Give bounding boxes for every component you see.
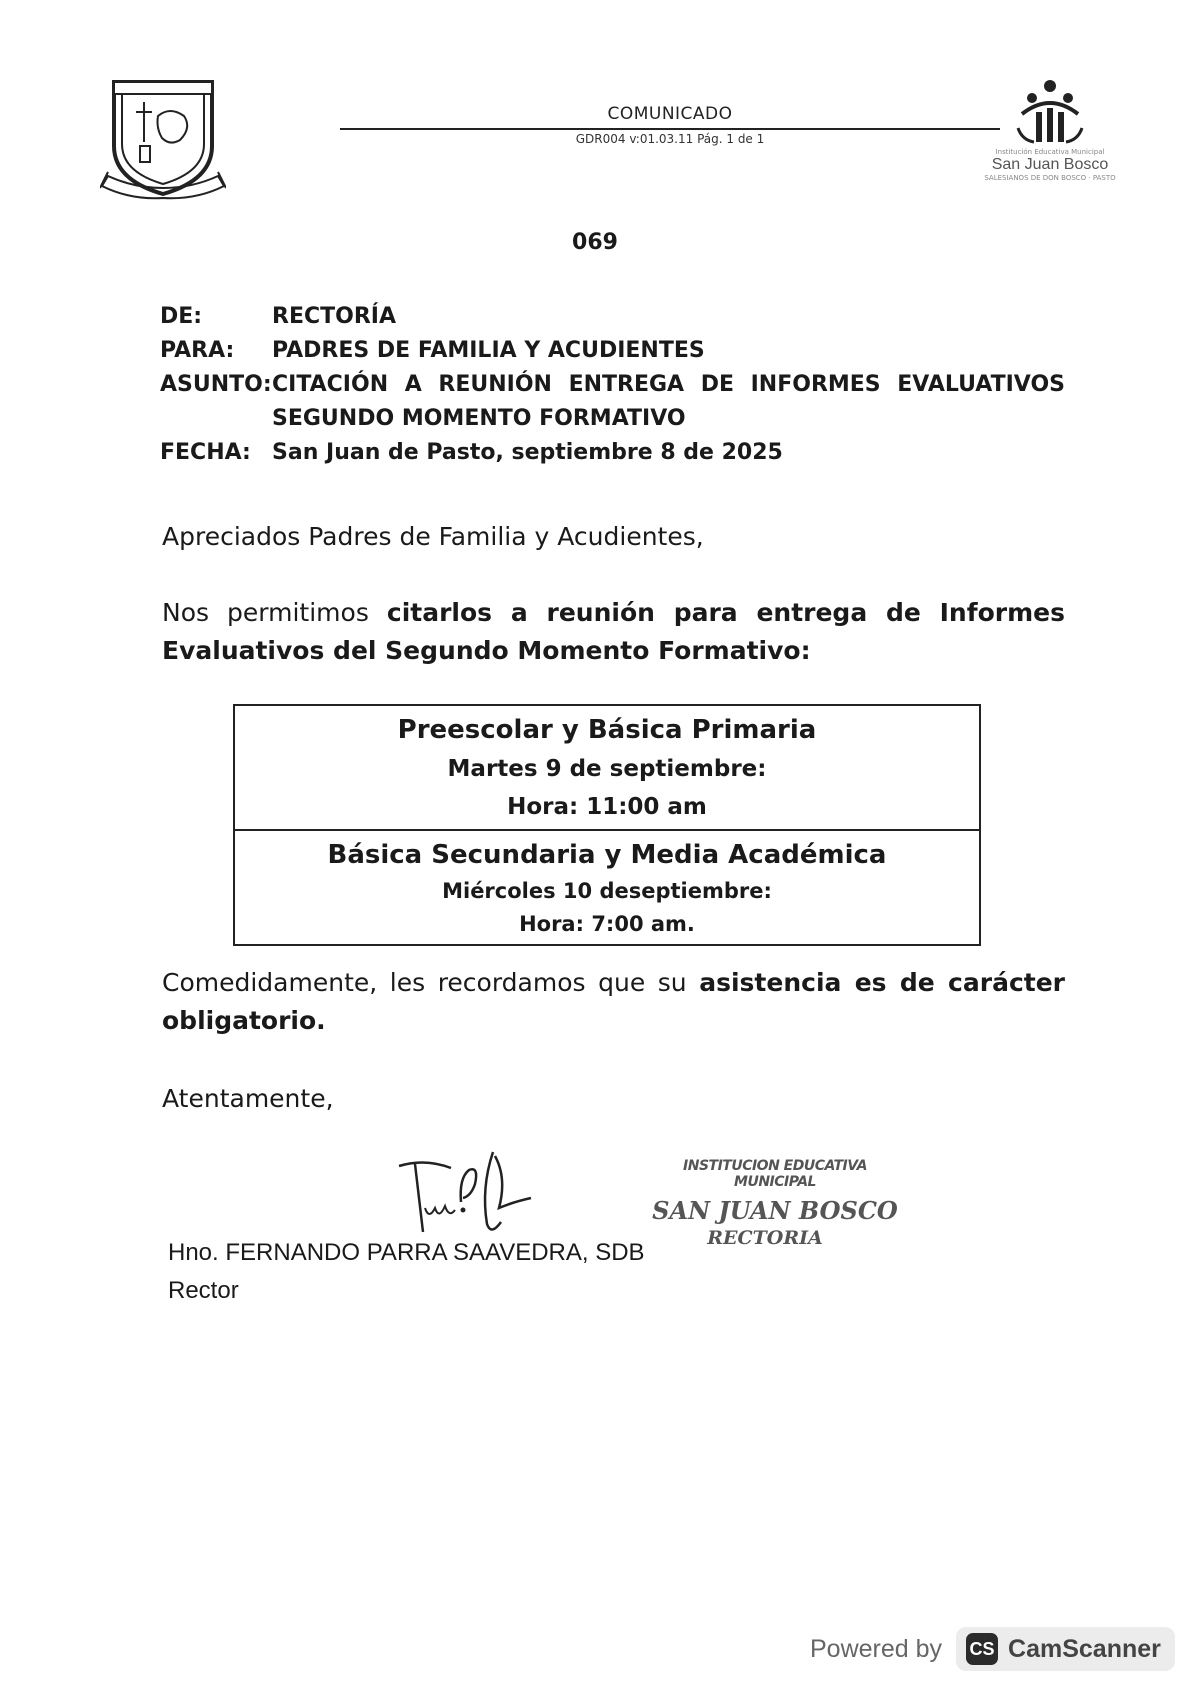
intro-emphasis: citarlos a reunión para entrega de Informes Evaluativos del Segundo Momento Formativo:	[162, 598, 1065, 665]
meta-label: FECHA:	[160, 440, 251, 465]
official-stamp	[650, 1158, 900, 1249]
schedule-table	[233, 704, 981, 946]
school-crest-logo	[100, 76, 226, 206]
logo-caption-sub: SALESIANOS DE DON BOSCO · PASTO	[984, 174, 1116, 182]
stamp-institution: INSTITUCION EDUCATIVA MUNICIPAL	[683, 1158, 867, 1190]
meta-value: CITACIÓN A REUNIÓN ENTREGA DE INFORMES EVALUATIVOS SEGUNDO MOMENTO FORMATIVO	[272, 372, 1065, 431]
schedule-level: Preescolar y Básica Primaria	[397, 715, 817, 745]
schedule-cell-primary	[235, 706, 979, 829]
schedule-cell-secondary	[235, 829, 979, 944]
header-rule	[340, 128, 1000, 130]
logo-caption-top: Institución Educativa Municipal	[995, 148, 1105, 156]
memo-meta	[160, 300, 1065, 470]
schedule-hour: Hora: 7:00 am.	[519, 912, 695, 936]
reminder-text: Comedidamente, les recordamos que su	[162, 968, 700, 997]
camscanner-badge	[956, 1627, 1175, 1671]
meta-row-to	[160, 334, 1065, 368]
intro-paragraph	[162, 594, 1065, 670]
greeting: Apreciados Padres de Familia y Acudientes,	[162, 522, 704, 551]
header-title: COMUNICADO	[607, 104, 733, 124]
institution-logo	[975, 78, 1125, 196]
meta-label: ASUNTO:	[160, 372, 272, 397]
signer-block	[168, 1234, 645, 1310]
intro-text: Nos permitimos	[162, 598, 387, 627]
meta-value: San Juan de Pasto, septiembre 8 de 2025	[272, 440, 783, 465]
signer-name: Hno. FERNANDO PARRA SAAVEDRA, SDB	[168, 1239, 645, 1266]
schedule-hour: Hora: 11:00 am	[507, 794, 707, 820]
people-emblem-icon	[1014, 78, 1086, 148]
scanner-watermark	[810, 1624, 1175, 1674]
meta-label: DE:	[160, 304, 203, 329]
camscanner-icon: CS	[966, 1633, 998, 1665]
schedule-day: Martes 9 de septiembre:	[447, 756, 767, 782]
meta-row-from	[160, 300, 1065, 334]
closing: Atentamente,	[162, 1084, 334, 1113]
meta-label: PARA:	[160, 338, 235, 363]
camscanner-name: CamScanner	[1008, 1634, 1161, 1663]
meta-value: RECTORÍA	[272, 304, 396, 329]
document-code: GDR004 v:01.03.11 Pág. 1 de 1	[575, 132, 765, 146]
stamp-school-name: SAN JUAN BOSCO	[652, 1196, 898, 1225]
meta-row-date	[160, 436, 1065, 470]
schedule-day: Miércoles 10 deseptiembre:	[442, 879, 772, 903]
reminder-paragraph	[162, 964, 1065, 1040]
powered-by-label: Powered by	[810, 1634, 943, 1663]
schedule-level: Básica Secundaria y Media Académica	[327, 840, 887, 870]
handwritten-signature	[395, 1148, 545, 1248]
stamp-office: RECTORIA	[707, 1227, 823, 1249]
meta-value: PADRES DE FAMILIA Y ACUDIENTES	[272, 338, 705, 363]
document-header	[340, 104, 1000, 146]
meta-row-subject	[160, 368, 1065, 436]
document-number: 069	[572, 230, 618, 255]
reminder-emphasis: asistencia es de carácter obligatorio.	[162, 968, 1065, 1035]
logo-caption-name: San Juan Bosco	[991, 156, 1109, 173]
signer-role: Rector	[168, 1277, 239, 1304]
